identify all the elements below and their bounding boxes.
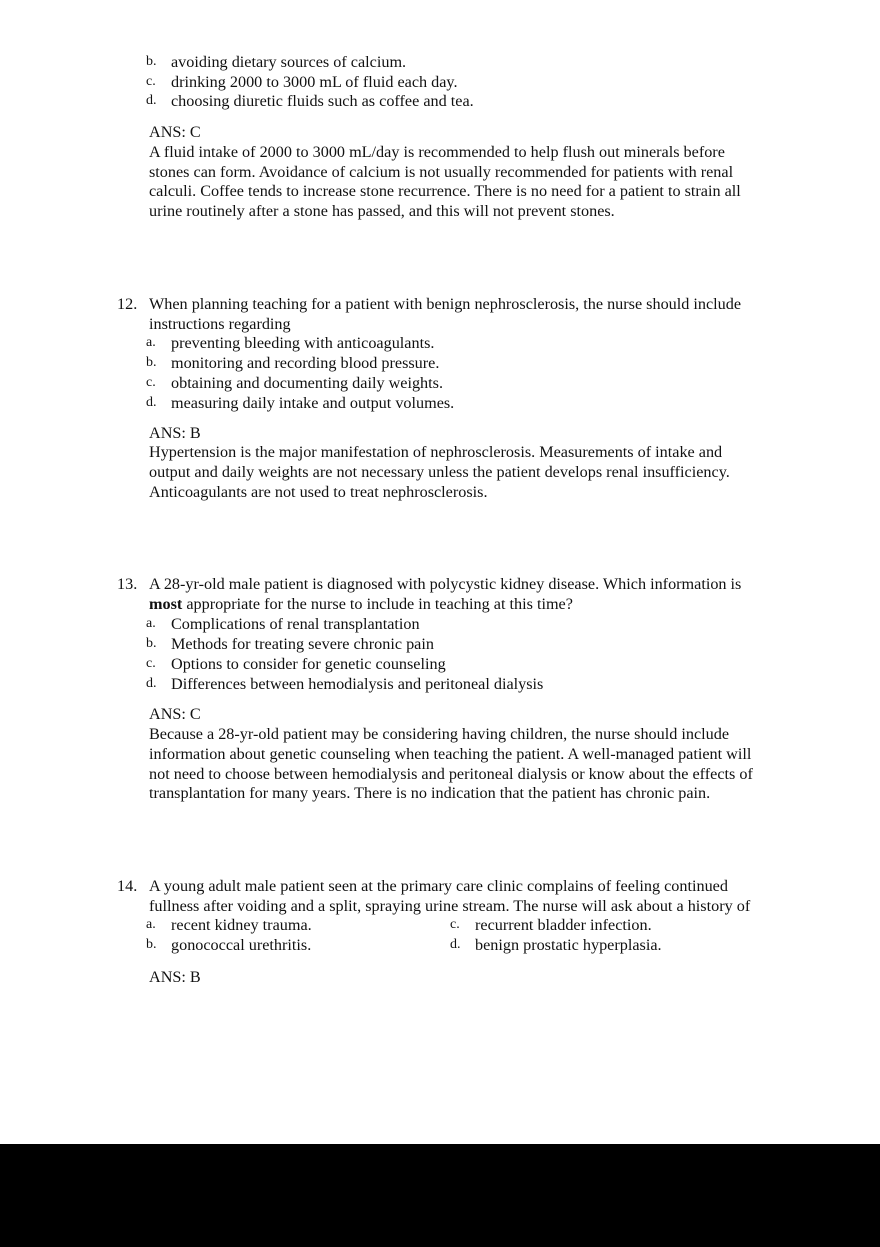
question-stem: A 28-yr-old male patient is diagnosed with polycystic kidney disease. Which information is: [149, 575, 742, 593]
option-letter: a.: [146, 917, 156, 932]
option-text: preventing bleeding with anticoagulants.: [171, 334, 435, 352]
option-text: Complications of renal transplantation: [171, 615, 420, 633]
option-text: drinking 2000 to 3000 mL of fluid each day.: [171, 73, 458, 91]
answer-key: ANS: C: [149, 123, 201, 141]
option-letter: d.: [146, 676, 157, 691]
option-letter: a.: [146, 335, 156, 350]
rationale-line: not need to choose between hemodialysis and peritoneal dialysis or know about the effects of: [149, 765, 753, 783]
option-text: choosing diuretic fluids such as coffee and tea.: [171, 92, 474, 110]
option-letter: d.: [146, 395, 157, 410]
option-letter: d.: [146, 93, 157, 108]
rationale-line: output and daily weights are not necessary unless the patient develops renal insufficiency.: [149, 463, 730, 481]
option-text: Methods for treating severe chronic pain: [171, 635, 434, 653]
question-stem: fullness after voiding and a split, spraying urine stream. The nurse will ask about a history of: [149, 897, 751, 915]
question-number: 13.: [117, 575, 138, 593]
option-text: recent kidney trauma.: [171, 916, 312, 934]
rationale-line: A fluid intake of 2000 to 3000 mL/day is recommended to help flush out minerals before: [149, 143, 725, 161]
option-letter: c.: [146, 656, 156, 671]
option-text: gonococcal urethritis.: [171, 936, 312, 954]
rationale-line: stones can form. Avoidance of calcium is not usually recommended for patients with renal: [149, 163, 734, 181]
option-letter: c.: [450, 917, 460, 932]
question-number: 14.: [117, 877, 138, 895]
rationale-line: information about genetic counseling when teaching the patient. A well-managed patient will: [149, 745, 752, 763]
answer-key: ANS: C: [149, 705, 201, 723]
option-letter: a.: [146, 616, 156, 631]
option-text: monitoring and recording blood pressure.: [171, 354, 440, 372]
rationale-line: urine routinely after a stone has passed, and this will not prevent stones.: [149, 202, 615, 220]
question-stem: A young adult male patient seen at the primary care clinic complains of feeling continued: [149, 877, 728, 895]
option-letter: b.: [146, 937, 157, 952]
option-text: Options to consider for genetic counseling: [171, 655, 446, 673]
option-text: Differences between hemodialysis and peritoneal dialysis: [171, 675, 544, 693]
question-stem: instructions regarding: [149, 315, 291, 333]
option-text: benign prostatic hyperplasia.: [475, 936, 662, 954]
option-letter: c.: [146, 74, 156, 89]
question-stem: When planning teaching for a patient with benign nephrosclerosis, the nurse should include: [149, 295, 742, 313]
answer-key: ANS: B: [149, 968, 201, 986]
option-letter: b.: [146, 636, 157, 651]
option-text: obtaining and documenting daily weights.: [171, 374, 443, 392]
emphasis-bold: most: [149, 595, 183, 613]
rationale-line: Anticoagulants are not used to treat nephrosclerosis.: [149, 483, 488, 501]
option-text: measuring daily intake and output volumes.: [171, 394, 455, 412]
answer-key: ANS: B: [149, 424, 201, 442]
option-letter: c.: [146, 375, 156, 390]
option-letter: b.: [146, 54, 157, 69]
option-text: recurrent bladder infection.: [475, 916, 652, 934]
rationale-line: calculi. Coffee tends to increase stone recurrence. There is no need for a patient to strain all: [149, 182, 741, 200]
option-letter: d.: [450, 937, 461, 952]
question-stem: most appropriate for the nurse to include in teaching at this time?: [149, 595, 573, 613]
option-letter: b.: [146, 355, 157, 370]
rationale-line: transplantation for many years. There is no indication that the patient has chronic pain.: [149, 784, 711, 802]
question-number: 12.: [117, 295, 138, 313]
rationale-line: Hypertension is the major manifestation of nephrosclerosis. Measurements of intake and: [149, 443, 723, 461]
option-text: avoiding dietary sources of calcium.: [171, 53, 407, 71]
rationale-line: Because a 28-yr-old patient may be considering having children, the nurse should include: [149, 725, 730, 743]
